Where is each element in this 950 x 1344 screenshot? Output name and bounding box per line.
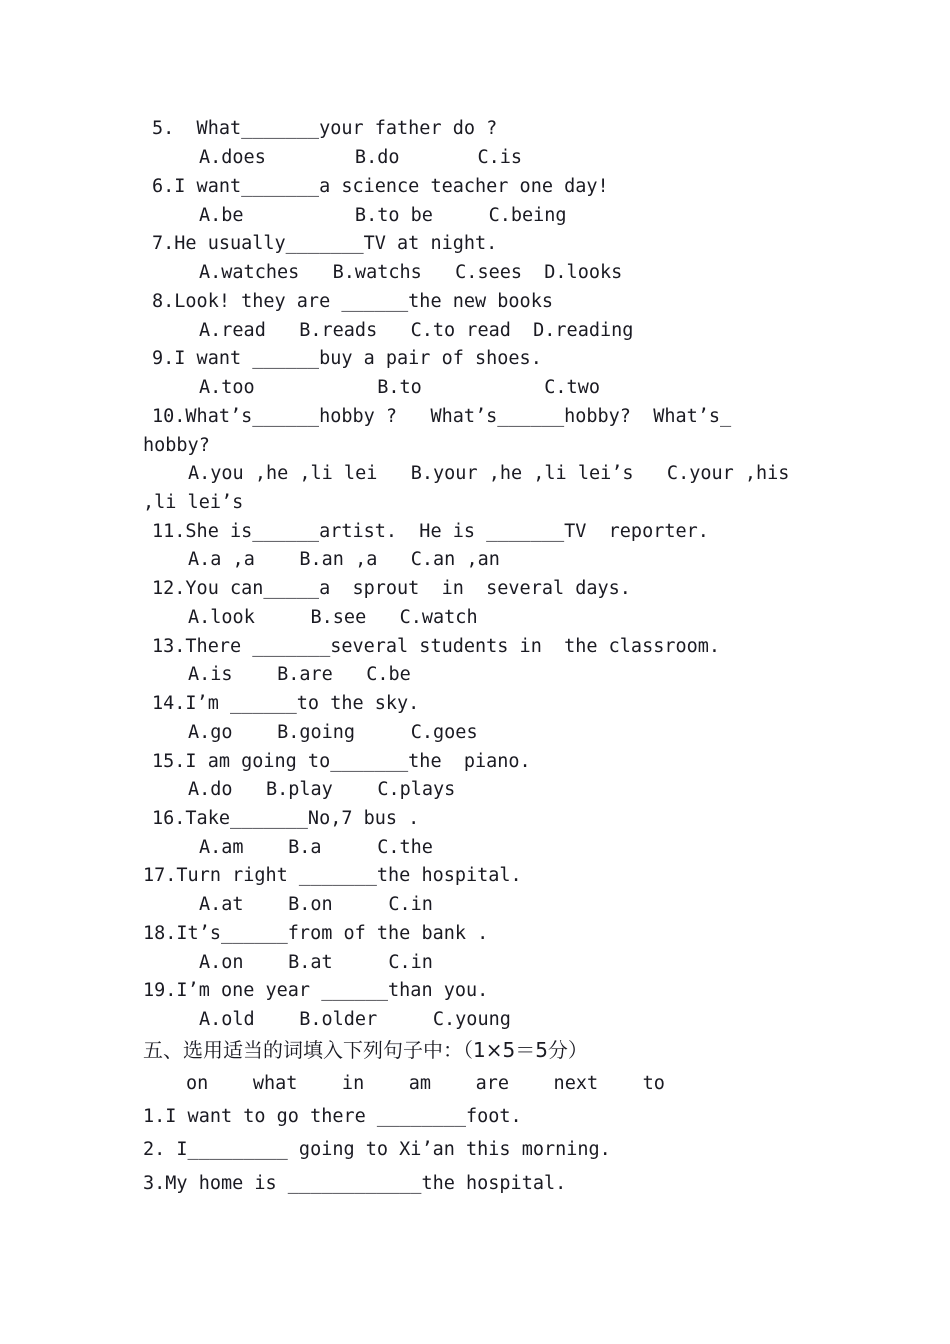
question-18-options: A.on B.at C.in: [199, 952, 433, 973]
question-17: 17.Turn right _______the hospital.: [143, 865, 522, 886]
question-9-options: A.too B.to C.two: [199, 377, 600, 398]
question-19-options: A.old B.older C.young: [199, 1009, 511, 1030]
question-12: 12.You can_____a sprout in several days.: [152, 578, 631, 599]
fill-in-2: 2. I_________ going to Xi’an this morning.: [143, 1139, 611, 1160]
question-18: 18.It’s______from of the bank .: [143, 923, 489, 944]
question-7-options: A.watches B.watchs C.sees D.looks: [199, 262, 623, 283]
question-10-options: A.you ,he ,li lei B.your ,he ,li lei’s C.your ,his: [188, 463, 790, 484]
word-bank: on what in am are next to: [186, 1073, 665, 1094]
question-10-continued: hobby?: [143, 435, 210, 456]
question-9: 9.I want ______buy a pair of shoes.: [152, 348, 542, 369]
question-13: 13.There _______several students in the classroom.: [152, 636, 721, 657]
question-11: 11.She is______artist. He is _______TV reporter.: [152, 521, 709, 542]
question-7: 7.He usually_______TV at night.: [152, 233, 498, 254]
question-14-options: A.go B.going C.goes: [188, 722, 478, 743]
question-6-options: A.be B.to be C.being: [199, 205, 567, 226]
question-19: 19.I’m one year ______than you.: [143, 980, 489, 1001]
question-5-options: A.does B.do C.is: [199, 147, 523, 168]
section-5-heading: 五、选用适当的词填入下列句子中：（1×5＝5分）: [143, 1038, 588, 1062]
question-15-options: A.do B.play C.plays: [188, 779, 456, 800]
question-10: 10.What’s______hobby ? What’s______hobby? What’s_: [152, 406, 732, 427]
question-14: 14.I’m ______to the sky.: [152, 693, 420, 714]
question-12-options: A.look B.see C.watch: [188, 607, 478, 628]
question-6: 6.I want_______a science teacher one day!: [152, 176, 609, 197]
question-16: 16.Take_______No,7 bus .: [152, 808, 420, 829]
question-13-options: A.is B.are C.be: [188, 664, 411, 685]
fill-in-1: 1.I want to go there ________foot.: [143, 1106, 522, 1127]
fill-in-3: 3.My home is ____________the hospital.: [143, 1173, 567, 1194]
question-8-options: A.read B.reads C.to read D.reading: [199, 320, 634, 341]
question-15: 15.I am going to_______the piano.: [152, 751, 531, 772]
question-17-options: A.at B.on C.in: [199, 894, 433, 915]
question-8: 8.Look! they are ______the new books: [152, 291, 553, 312]
question-11-options: A.a ,a B.an ,a C.an ,an: [188, 549, 500, 570]
question-16-options: A.am B.a C.the: [199, 837, 433, 858]
question-10-options-continued: ,li lei’s: [143, 492, 244, 513]
question-5: 5. What_______your father do ?: [152, 118, 498, 139]
